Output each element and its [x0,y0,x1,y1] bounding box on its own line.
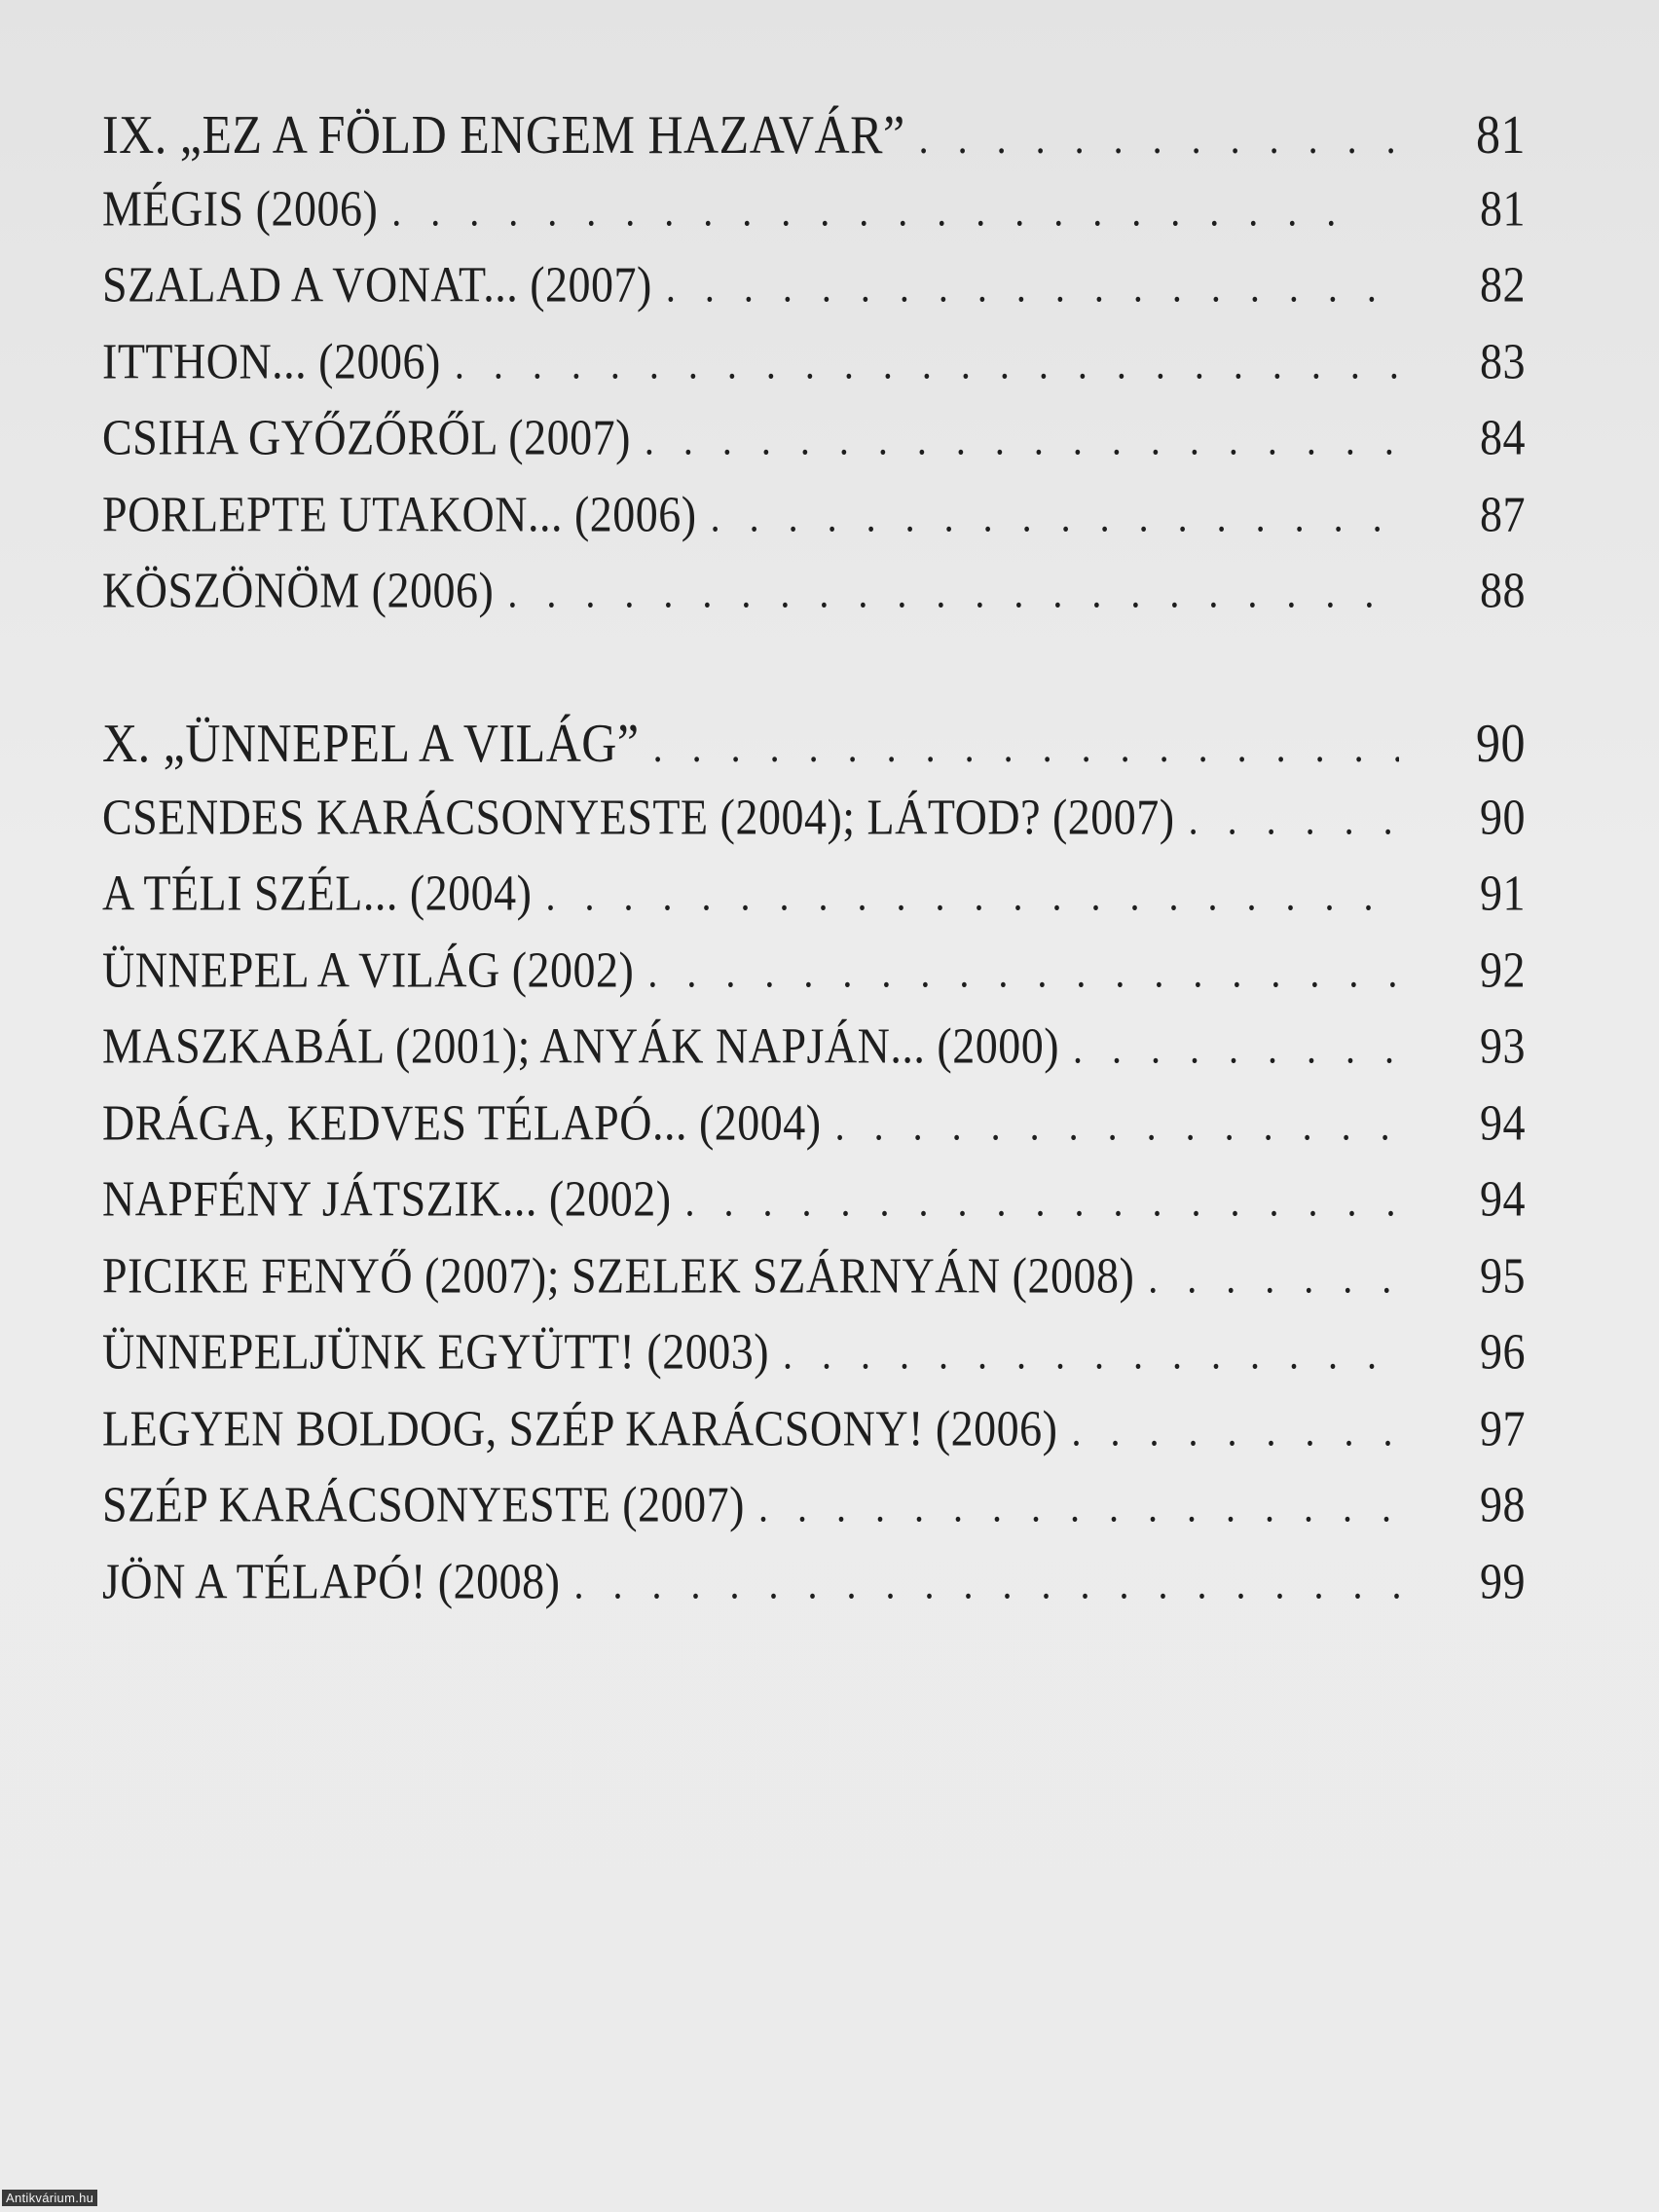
toc-entry-row [102,332,1563,418]
toc-heading-page: 81 [1476,103,1526,166]
toc-section-ix [102,103,1563,643]
toc-heading-row [102,711,1563,796]
toc-entry-title: CSENDES KARÁCSONYESTE (2004); LÁTOD? (2007) [102,788,1175,845]
toc-entry-title: MÉGIS (2006) [102,179,379,237]
toc-entry-page: 81 [1480,179,1526,237]
toc-entry-row [102,1475,1563,1561]
dot-leader [573,1557,1399,1608]
toc-heading-title: IX. „EZ A FÖLD ENGEM HAZAVÁR” [102,103,905,166]
toc-entry-page: 83 [1480,332,1526,389]
toc-entry-page: 82 [1480,256,1526,313]
toc-entry-row [102,485,1563,571]
toc-entry-page: 88 [1480,562,1526,618]
dot-leader [653,720,1399,772]
toc-heading-row [102,102,1563,188]
toc-entry-row [102,561,1563,646]
toc-entry-page: 95 [1480,1246,1526,1304]
toc-entry-title: PORLEPTE UTAKON... (2006) [102,485,697,542]
dot-leader [711,490,1399,541]
toc-entry-title: JÖN A TÉLAPÓ! (2008) [102,1552,561,1609]
dot-leader [919,112,1399,164]
toc-entry-title: ÜNNEPELJÜNK EGYÜTT! (2003) [102,1323,770,1380]
dot-leader [455,337,1399,388]
toc-entry-row [102,1246,1563,1332]
toc-entry-title: ÜNNEPEL A VILÁG (2002) [102,940,635,998]
toc-entry-page: 84 [1480,409,1526,465]
toc-entry-title: CSIHA GYŐZŐRŐL (2007) [102,409,631,465]
toc-entry-title: PICIKE FENYŐ (2007); SZELEK SZÁRNYÁN (2008) [102,1246,1135,1304]
watermark-label: Antikvárium.hu [2,2190,97,2206]
dot-leader [835,1098,1399,1150]
toc-entry-row [102,1169,1563,1255]
dot-leader [1148,1251,1399,1303]
toc-entry-page: 99 [1480,1552,1526,1609]
dot-leader [666,261,1399,313]
toc-entry-page: 87 [1480,485,1526,542]
dot-leader [645,414,1399,465]
dot-leader [647,945,1399,997]
toc-entry-page: 94 [1480,1170,1526,1227]
dot-leader [391,184,1365,236]
toc-entry-page: 92 [1480,940,1526,998]
toc-entry-row [102,864,1563,949]
toc-entry-row [102,1322,1563,1408]
toc-entry-page: 91 [1480,865,1526,921]
toc-heading-page: 90 [1476,712,1526,774]
toc-entry-title: SZALAD A VONAT... (2007) [102,256,652,313]
toc-entry-row [102,1093,1563,1179]
toc-entry-title: LEGYEN BOLDOG, SZÉP KARÁCSONY! (2006) [102,1399,1058,1456]
toc-heading-title: X. „ÜNNEPEL A VILÁG” [102,712,640,774]
toc-entry-title: ITTHON... (2006) [102,332,441,389]
toc-entry-page: 96 [1480,1323,1526,1380]
dot-leader [1073,1022,1399,1074]
toc-entry-row [102,179,1563,265]
toc-entry-page: 98 [1480,1476,1526,1532]
toc-entry-title: A TÉLI SZÉL... (2004) [102,865,533,921]
toc-section-x [102,712,1563,1633]
toc-entry-page: 94 [1480,1093,1526,1151]
toc-entry-page: 93 [1480,1017,1526,1074]
toc-entry-page: 90 [1480,788,1526,845]
dot-leader [783,1328,1399,1380]
toc-entry-row [102,408,1563,494]
toc-entry-title: NAPFÉNY JÁTSZIK... (2002) [102,1170,672,1227]
toc-entry-title: KÖSZÖNÖM (2006) [102,562,495,618]
dot-leader [1189,793,1399,844]
dot-leader [685,1175,1399,1227]
dot-leader [758,1481,1399,1532]
toc-entry-row [102,1016,1563,1102]
dot-leader [545,869,1399,921]
toc-entry-row [102,940,1563,1026]
dot-leader [1072,1404,1400,1456]
toc-entry-row [102,1399,1563,1485]
toc-entry-row [102,255,1563,341]
dot-leader [507,567,1399,618]
toc-entry-page: 97 [1480,1399,1526,1456]
toc-entry-row [102,788,1563,873]
toc-entry-row [102,1552,1563,1638]
toc-entry-title: SZÉP KARÁCSONYESTE (2007) [102,1476,745,1532]
toc-entry-title: MASZKABÁL (2001); ANYÁK NAPJÁN... (2000) [102,1017,1060,1074]
toc-entry-title: DRÁGA, KEDVES TÉLAPÓ... (2004) [102,1093,822,1151]
